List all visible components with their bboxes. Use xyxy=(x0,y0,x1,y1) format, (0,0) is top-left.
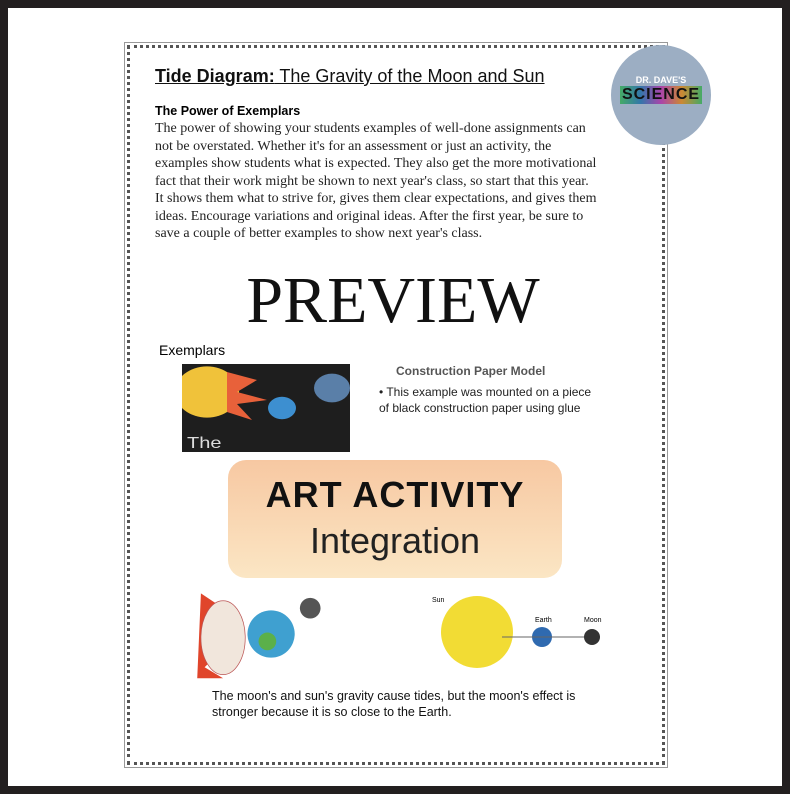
art-activity-badge xyxy=(228,460,562,578)
preview-watermark: PREVIEW xyxy=(208,266,578,336)
logo: DR. DAVE'S SCIENCE xyxy=(611,45,711,145)
construction-text: • This example was mounted on a piece of black construction paper using glue xyxy=(379,385,592,415)
svg-text:Sun: Sun xyxy=(432,597,445,604)
page-title: Tide Diagram: The Gravity of the Moon and Sun xyxy=(155,66,545,86)
body-paragraph: The power of showing your students examples of well-done assignments can not be overstated. Whether it's for an assessment or just an activity, the examples show students what is expected. They also get the more motivational fact that their work might be shown to next year's class, so start that this year. It shows them what to strive for, gives them clear expectations, and gives them ideas. Encourage variations and original ideas. After the first year, be sure to save a couple of better examples to show next year's class. xyxy=(155,121,597,241)
badge-title: ART ACTIVITY xyxy=(265,474,525,515)
svg-text:The: The xyxy=(187,433,222,452)
construction-title: Construction Paper Model xyxy=(396,364,546,378)
construction-paper-image xyxy=(182,364,350,452)
drawing-sun-earth-moon-2 xyxy=(432,592,612,672)
badge-subtitle: Integration xyxy=(309,520,481,561)
caption: The moon's and sun's gravity cause tides, but the moon's effect is stronger because it is so close to the Earth. xyxy=(212,689,576,719)
exemplars-label: Exemplars xyxy=(159,342,226,358)
drawing-sun-earth-moon-1 xyxy=(190,586,330,682)
subheading: The Power of Exemplars xyxy=(155,104,301,118)
svg-text:Earth: Earth xyxy=(535,617,552,624)
svg-text:Moon: Moon xyxy=(584,617,602,624)
